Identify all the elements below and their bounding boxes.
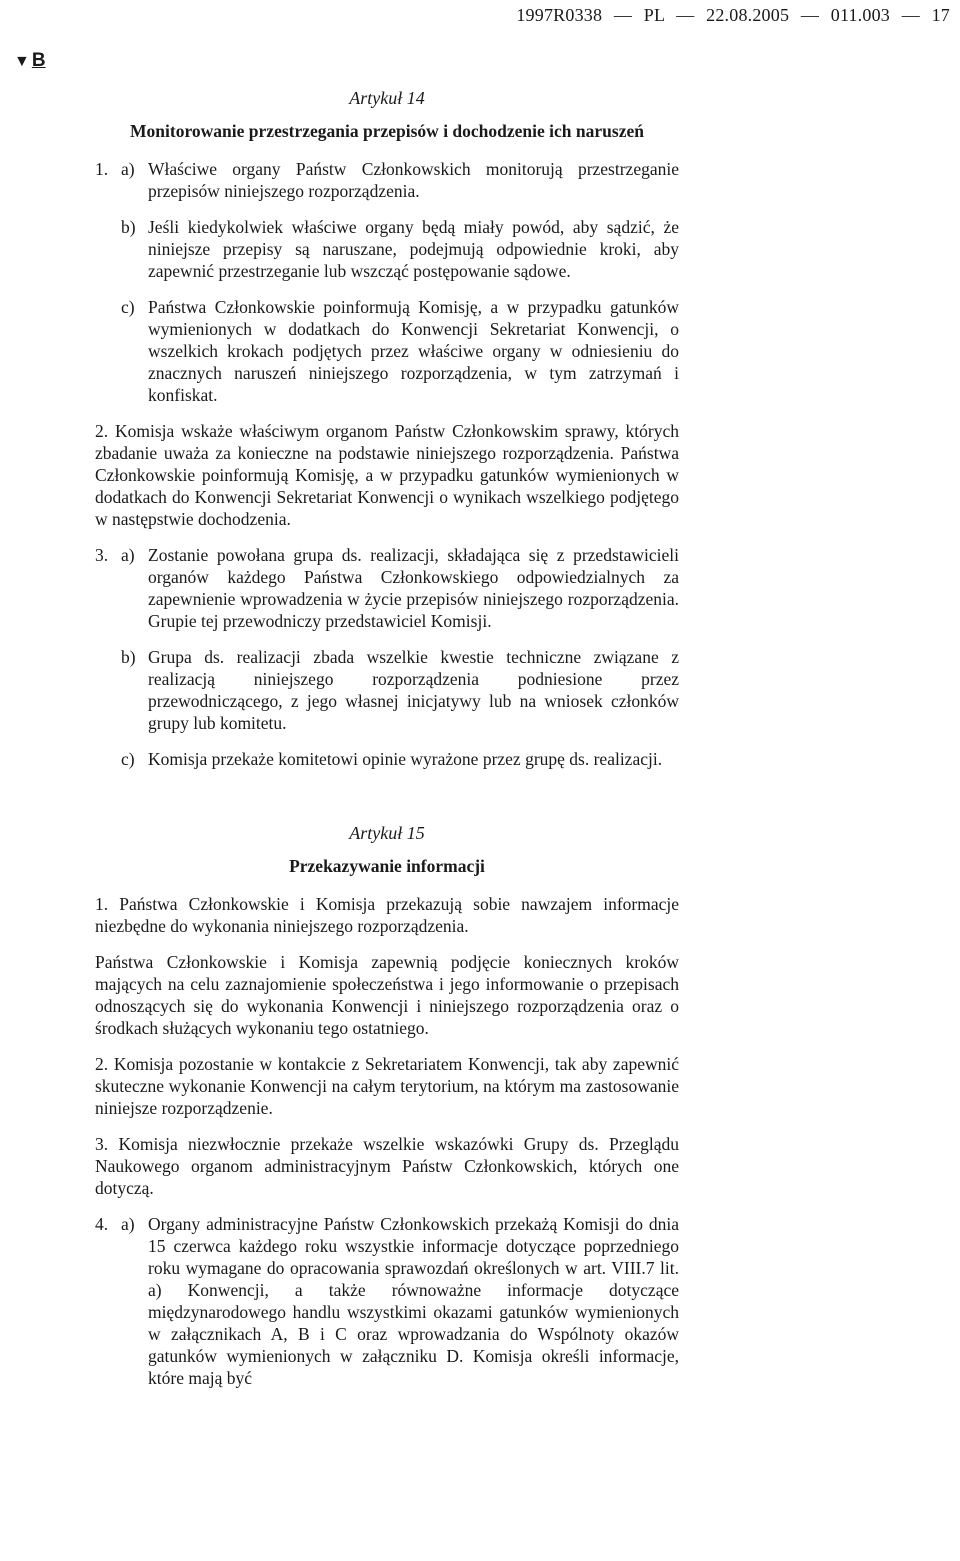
art14-para-2: 2. Komisja wskaże właściwym organom Państw Członkowskim sprawy, których zbadanie uważa za konieczne na podstawie niniejszego rozporządzenia. Państwa Członkowskie poinformują Komisję, a w przypadku gatunków wymienionych w dodatkach do Konwencji Sekretariat Konwencji o wynikach wszelkiego podjętego w następstwie dochodzenia.	[95, 421, 679, 529]
art15-para-1-cont: Państwa Członkowskie i Komisja zapewnią podjęcie koniecznych kroków mających na celu zaznajomienie społeczeństwa i jego informowanie o przepisach odnoszących się do wykonania Konwencji i niniejszego rozporządzenia oraz o środkach służących wykonaniu tego ostatniego.	[95, 952, 679, 1038]
item-text: Zostanie powołana grupa ds. realizacji, składająca się z przedstawicieli organów każdego Państwa Członkowskiego odpowiedzialnych za zapewnienie wprowadzenia w życie przepisów niniejszego rozporządzenia. Grupie tej przewodniczy przedstawiciel Komisji.	[148, 545, 679, 631]
doc-date: 22.08.2005	[706, 5, 790, 25]
art14-para-3c	[95, 748, 679, 770]
item-label: c)	[121, 749, 135, 769]
art15-para-4a	[95, 1213, 679, 1389]
art14-para-1c	[95, 296, 679, 406]
header-sep: —	[676, 5, 695, 25]
doc-version: 011.003	[830, 5, 890, 25]
page-header	[509, 4, 950, 26]
article-15-title: Artykuł 15	[349, 823, 425, 843]
item-text: Organy administracyjne Państw Członkowskich przekażą Komisji do dnia 15 czerwca każdego roku wszystkie informacje dotyczące poprzedniego roku wymagane do opracowania sprawozdań określonych w art. VIII.7 lit. a) Konwencji, a także równoważne informacje dotyczące międzynarodowego handlu wszystkimi okazami gatunków wymienionych w załącznikach A, B i C oraz wprowadzania do Wspólnoty okazów gatunków wymienionych w załączniku D. Komisja określi informacje, które mają być	[148, 1214, 679, 1388]
triangle-down-icon: ▼	[14, 53, 30, 70]
item-label: c)	[121, 297, 135, 317]
amendment-marker	[14, 50, 46, 73]
item-label: a)	[121, 1214, 135, 1234]
page-number: 17	[931, 5, 950, 25]
para-number: 4.	[95, 1214, 109, 1234]
art14-para-3b	[95, 646, 679, 734]
item-label: b)	[121, 647, 136, 667]
article-14-heading: Monitorowanie przestrzegania przepisów i dochodzenie ich naruszeń	[130, 121, 644, 141]
art15-para-3: 3. Komisja niezwłocznie przekaże wszelkie wskazówki Grupy ds. Przeglądu Naukowego organom administracyjnym Państw Członkowskich, których one dotyczą.	[95, 1134, 679, 1198]
header-sep: —	[613, 5, 633, 25]
art14-para-3a	[95, 544, 679, 632]
para-number: 3.	[95, 545, 109, 565]
item-text: Komisja przekaże komitetowi opinie wyrażone przez grupę ds. realizacji.	[148, 749, 663, 769]
article-15-heading: Przekazywanie informacji	[289, 856, 485, 876]
art15-para-1: 1. Państwa Członkowskie i Komisja przekazują sobie nawzajem informacje niezbędne do wykonania niniejszego rozporządzenia.	[95, 894, 679, 936]
header-sep: —	[800, 5, 820, 25]
item-text: Państwa Członkowskie poinformują Komisję, a w przypadku gatunków wymienionych w dodatkach do Konwencji Sekretariat Konwencji, o wszelkich krokach podjętych przez właściwe organy w odniesieniu do znacznych naruszeń niniejszego rozporządzenia, w tym zatrzymań i konfiskat.	[148, 297, 679, 405]
article-14-title: Artykuł 14	[349, 88, 425, 108]
document-body	[95, 87, 679, 1403]
marker-letter: B	[31, 50, 46, 71]
art14-para-1a	[95, 158, 679, 202]
item-label: a)	[121, 159, 135, 179]
art15-para-2: 2. Komisja pozostanie w kontakcie z Sekretariatem Konwencji, tak aby zapewnić skuteczne wykonanie Konwencji na całym terytorium, na którym ma zastosowanie niniejsze rozporządzenie.	[95, 1054, 679, 1118]
item-text: Jeśli kiedykolwiek właściwe organy będą miały powód, aby sądzić, że niniejsze przepisy są naruszane, podejmują odpowiednie kroki, aby zapewnić przestrzeganie lub wszcząć postępowanie sądowe.	[148, 217, 679, 281]
header-sep: —	[901, 5, 920, 25]
item-label: b)	[121, 217, 136, 237]
item-text: Właściwe organy Państw Członkowskich monitorują przestrzeganie przepisów niniejszego rozporządzenia.	[148, 159, 679, 201]
item-label: a)	[121, 545, 135, 565]
item-text: Grupa ds. realizacji zbada wszelkie kwestie techniczne związane z realizacją niniejszego rozporządzenia podniesione przez przewodniczącego, z jego własnej inicjatywy lub na wniosek członków grupy lub komitetu.	[148, 647, 679, 733]
doc-id: 1997R0338	[516, 5, 603, 25]
doc-lang: PL	[643, 5, 665, 25]
para-number: 1.	[95, 159, 109, 179]
art14-para-1b	[95, 216, 679, 282]
